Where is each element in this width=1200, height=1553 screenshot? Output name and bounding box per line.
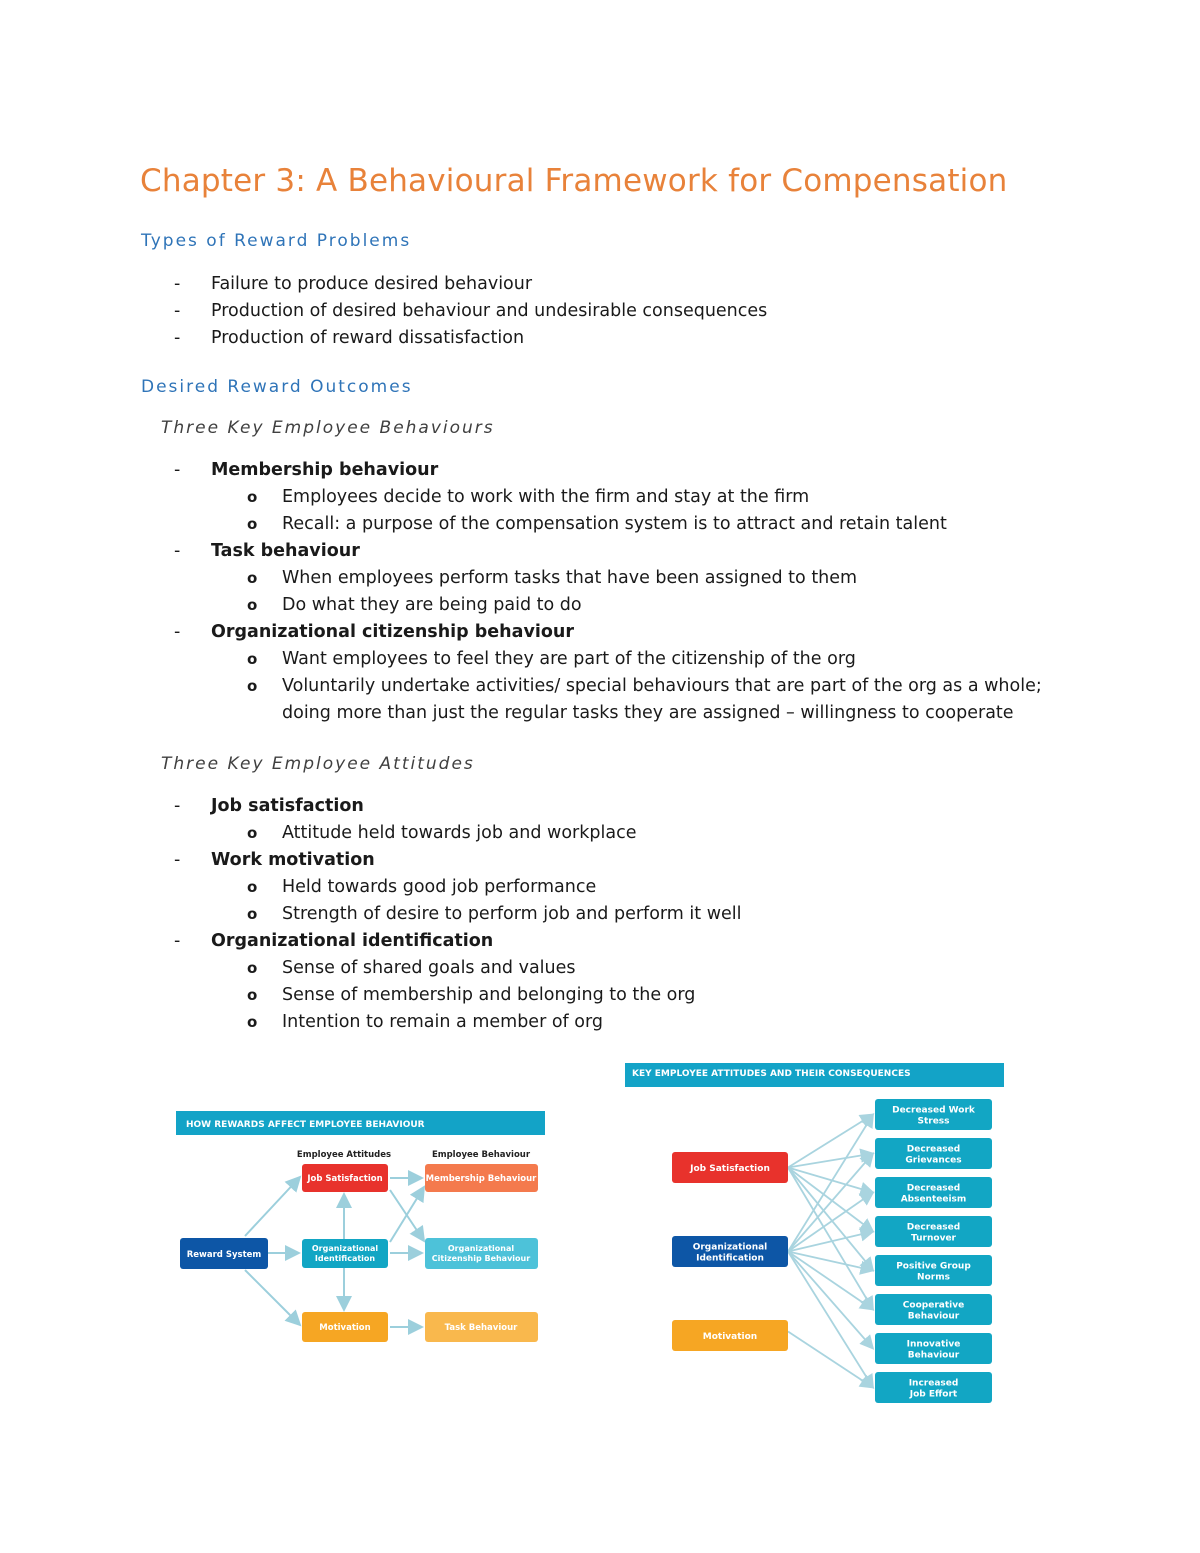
consequence-node-label: Behaviour [907,1350,960,1361]
ocb-label-2: Citizenship Behaviour [431,1254,531,1263]
figure2-arrows [788,1115,873,1388]
col-behaviour-label: Employee Behaviour [431,1150,531,1160]
consequence-node-label: Cooperative [902,1300,965,1311]
attitude-node-label: Motivation [702,1332,758,1342]
consequence-node [875,1294,992,1325]
consequence-node [875,1372,992,1403]
figure2-arrow [788,1115,873,1168]
consequence-node-label: Norms [917,1272,950,1283]
figure2-nodes [672,1099,992,1403]
consequence-node [875,1333,992,1364]
motivation-label: Motivation [319,1323,371,1333]
consequence-node-label: Turnover [911,1233,956,1244]
figure-rewards-behaviour [176,1111,548,1351]
attitude-node-label: Organizational [692,1242,768,1253]
attitude-node-label: Identification [696,1253,764,1264]
consequence-node-label: Decreased Work [892,1105,975,1116]
consequence-node-label: Innovative [906,1339,961,1350]
attitude-node [672,1320,788,1351]
consequence-node-label: Absenteeism [900,1194,967,1205]
consequence-node [875,1177,992,1208]
consequence-node-label: Decreased [906,1144,961,1155]
figure2-title: KEY EMPLOYEE ATTITUDES AND THEIR CONSEQUENCES [632,1069,911,1079]
figure2-arrow [788,1232,873,1252]
figure-attitudes-consequences [624,1062,1006,1406]
membership-behaviour-label: Membership Behaviour [425,1174,537,1184]
org-identification-label-2: Identification [314,1254,376,1263]
consequence-node [875,1138,992,1169]
consequence-node-label: Behaviour [907,1311,960,1322]
figure2-arrow [788,1332,873,1388]
consequence-node [875,1255,992,1286]
heading-key-behaviours: Three Key Employee Behaviours [161,418,495,438]
consequence-node [875,1216,992,1247]
figure-rewards-behaviour-svg [176,1111,548,1351]
consequence-node-label: Job Effort [909,1389,958,1400]
job-satisfaction-label: Job Satisfaction [307,1174,383,1184]
consequence-node-label: Decreased [906,1183,961,1194]
col-attitudes-label: Employee Attitudes [296,1150,392,1160]
heading-reward-problems: Types of Reward Problems [141,231,412,251]
consequence-node-label: Stress [917,1116,950,1127]
attitude-node [672,1236,788,1267]
heading-desired-outcomes: Desired Reward Outcomes [141,377,413,397]
reward-system-label: Reward System [186,1250,262,1260]
figure2-arrow [788,1252,873,1388]
page-title: Chapter 3: A Behavioural Framework for Compensation [140,163,1008,199]
heading-key-attitudes: Three Key Employee Attitudes [161,754,475,774]
consequence-node-label: Decreased [906,1222,961,1233]
consequence-node-label: Positive Group [896,1261,971,1272]
document-page: Chapter 3: A Behavioural Framework for Compensation Types of Reward Problems - Failure to produce desired behaviour - Production of desired behaviour and undesirable consequences - Production of reward dissatisfaction Desired Reward Outcomes Three Key Employee Behaviours - Membership behaviour o Employees decide to work with the firm and stay at the firm o Recall: a purpose of the compensation system is to attract and retain talent - Task behaviour o When employees perform tasks that have been assigned to them o Do what they are being paid to do - Organizational citizenship behaviour o Want employees to feel they are part of the citizenship of the org o Voluntarily undertake activities/ special behaviours that are part of the org as a whole; doing more than just the regular tasks they are assigned – willingness to cooperate Three Key Employee Attitudes - Job satisfaction o Attitude held towards job and workplace - Work motivation o Held towards good job performance o Strength of desire to perform job and perform it well - Organizational identification o Sense of shared goals and values o Sense of membership and belonging to the org o Intention to remain a member of org HOW REWARDS AFFECT EMPLOYEE BEHAVIOUR Employee Attitudes Employee Behaviour Reward System Job Satisfaction Organizational Identification Motivation Membership Behaviour Organizational Citizenship Behaviour Task Behaviour KEY EMPLOYEE ATTITUDES AND THEIR CONSEQUENCES Job Satisfaction Organizational Identification Motivation Decreased Work Stress Decreased Grievances Decreased Absenteeism Decreased Turnover Positive Group Norms Cooperative Behaviour Innovative Behaviour Increased Job Effort [0,0,1200,1553]
figure1-title: HOW REWARDS AFFECT EMPLOYEE BEHAVIOUR [186,1120,425,1130]
attitude-node [672,1152,788,1183]
task-behaviour-label: Task Behaviour [444,1323,518,1333]
consequence-node-label: Grievances [905,1155,962,1166]
figure-attitudes-consequences-svg [624,1062,1006,1406]
org-identification-label-1: Organizational [311,1244,379,1253]
attitude-node-label: Job Satisfaction [690,1164,770,1174]
consequence-node [875,1099,992,1130]
consequence-node-label: Increased [908,1378,959,1389]
ocb-label-1: Organizational [447,1244,515,1253]
